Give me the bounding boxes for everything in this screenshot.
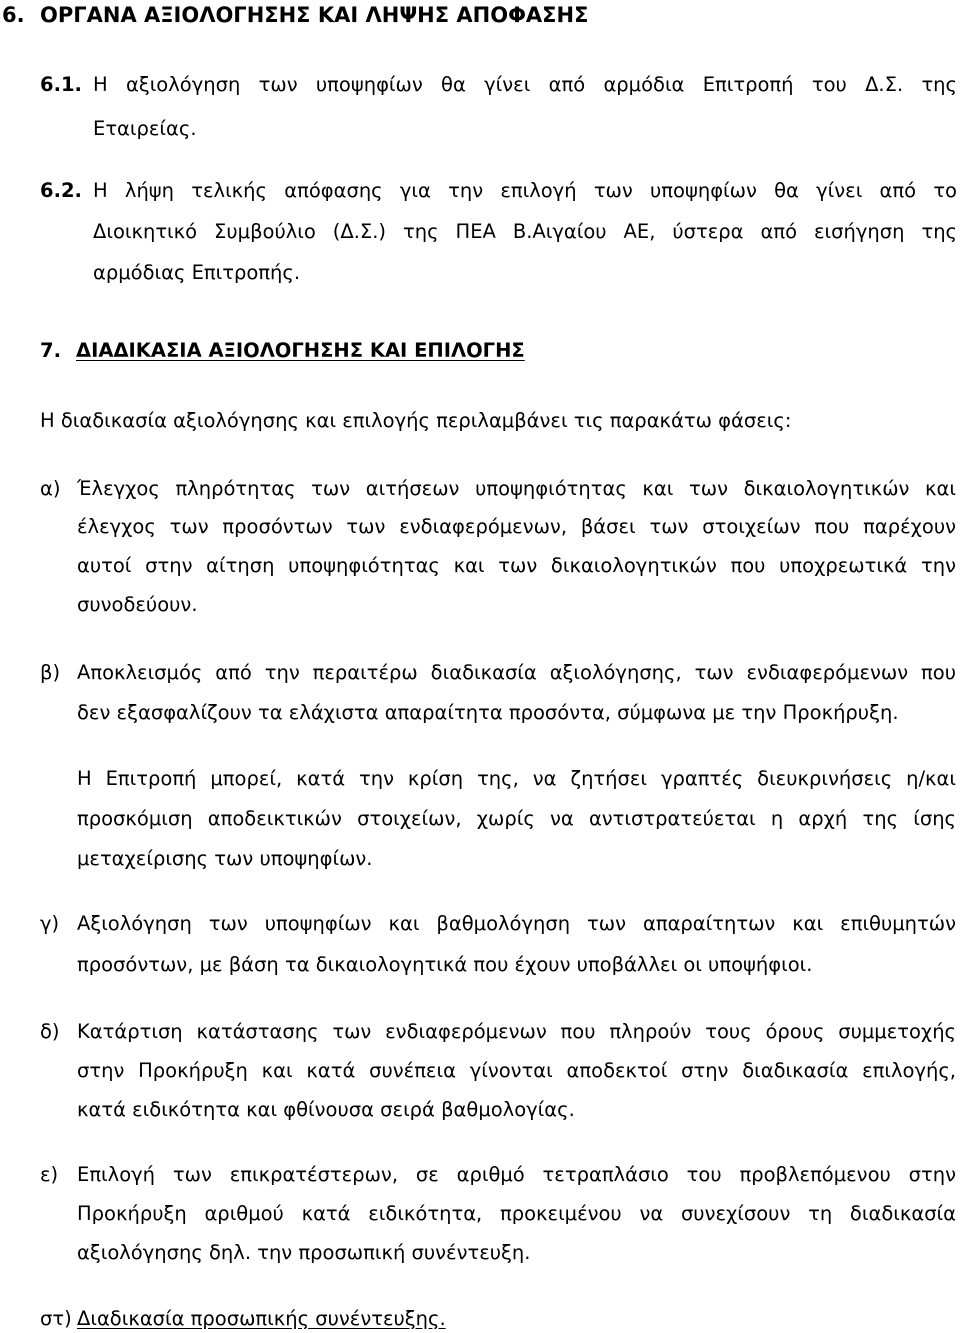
item-e-line-3: αξιολόγησης δηλ. την προσωπική συνέντευξη.: [77, 1241, 531, 1264]
item-e-line-1: Επιλογή των επικρατέστερων, σε αριθμό τετραπλάσιο του προβλεπόμενου στην: [77, 1163, 956, 1186]
item-st-label: στ): [40, 1307, 72, 1330]
item-c-label: γ): [40, 912, 60, 935]
item-e-label: ε): [40, 1163, 59, 1186]
item-a-line-1: Έλεγχος πληρότητας των αιτήσεων υποψηφιότητας και των δικαιολογητικών και: [77, 477, 956, 500]
item-d-line-2: στην Προκήρυξη και κατά συνέπεια γίνονται αποδεκτοί στην διαδικασία επιλογής,: [77, 1059, 956, 1082]
item-a-line-4: συνοδεύουν.: [77, 593, 198, 616]
item-c-line-1: Αξιολόγηση των υποψηφίων και βαθμολόγηση των απαραίτητων και επιθυμητών: [77, 912, 956, 935]
item-d-label: δ): [40, 1020, 60, 1043]
item-d-line-3: κατά ειδικότητα και φθίνουσα σειρά βαθμολογίας.: [77, 1098, 575, 1121]
section-7-title: ΔΙΑΔΙΚΑΣΙΑ ΑΞΙΟΛΟΓΗΣΗΣ ΚΑΙ ΕΠΙΛΟΓΗΣ: [76, 339, 525, 362]
item-d-line-1: Κατάρτιση κατάστασης των ενδιαφερόμενων που πληρούν τους όρους συμμετοχής: [77, 1020, 956, 1043]
item-6-2-line-1: Η λήψη τελικής απόφασης για την επιλογή των υποψηφίων θα γίνει από το: [93, 179, 957, 202]
item-6-2-line-3: αρμόδιας Επιτροπής.: [93, 261, 301, 284]
item-a-line-3: αυτοί στην αίτηση υποψηφιότητας και των δικαιολογητικών που υποχρεωτικά την: [77, 554, 956, 577]
item-b-line-2: δεν εξασφαλίζουν τα ελάχιστα απαραίτητα προσόντα, σύμφωνα με την Προκήρυξη.: [77, 701, 899, 724]
item-b-note-1: Η Επιτροπή μπορεί, κατά την κρίση της, να ζητήσει γραπτές διευκρινήσεις η/και: [77, 767, 956, 790]
item-b-note-2: προσκόμιση αποδεικτικών στοιχείων, χωρίς να αντιστρατεύεται η αρχή της ίσης: [77, 807, 956, 830]
item-b-label: β): [40, 661, 61, 684]
item-a-label: α): [40, 477, 61, 500]
item-b-line-1: Αποκλεισμός από την περαιτέρω διαδικασία αξιολόγησης, των ενδιαφερόμενων που: [77, 661, 956, 684]
section-7-intro: Η διαδικασία αξιολόγησης και επιλογής περιλαμβάνει τις παρακάτω φάσεις:: [40, 409, 792, 432]
item-c-line-2: προσόντων, με βάση τα δικαιολογητικά που έχουν υποβάλλει οι υποψήφιοι.: [77, 953, 813, 976]
item-e-line-2: Προκήρυξη αριθμού κατά ειδικότητα, προκειμένου να συνεχίσουν τη διαδικασία: [77, 1202, 956, 1225]
item-6-1-line-1: Η αξιολόγηση των υποψηφίων θα γίνει από αρμόδια Επιτροπή του Δ.Σ. της: [93, 73, 957, 96]
section-6-title: ΟΡΓΑΝΑ ΑΞΙΟΛΟΓΗΣΗΣ ΚΑΙ ΛΗΨΗΣ ΑΠΟΦΑΣΗΣ: [40, 3, 589, 27]
item-b-note-3: μεταχείρισης των υποψηφίων.: [77, 847, 373, 870]
item-6-2-line-2: Διοικητικό Συμβούλιο (Δ.Σ.) της ΠΕΑ Β.Αιγαίου ΑΕ, ύστερα από εισήγηση της: [93, 220, 957, 243]
item-6-1-line-2: Εταιρείας.: [93, 117, 197, 140]
section-7-number: 7.: [40, 339, 61, 362]
section-6-number: 6.: [2, 3, 25, 27]
item-6-1-number: 6.1.: [40, 73, 82, 96]
item-6-2-number: 6.2.: [40, 179, 82, 202]
item-a-line-2: έλεγχος των προσόντων των ενδιαφερόμενων, βάσει των στοιχείων που παρέχουν: [77, 515, 956, 538]
item-st-text: Διαδικασία προσωπικής συνέντευξης.: [77, 1307, 446, 1330]
